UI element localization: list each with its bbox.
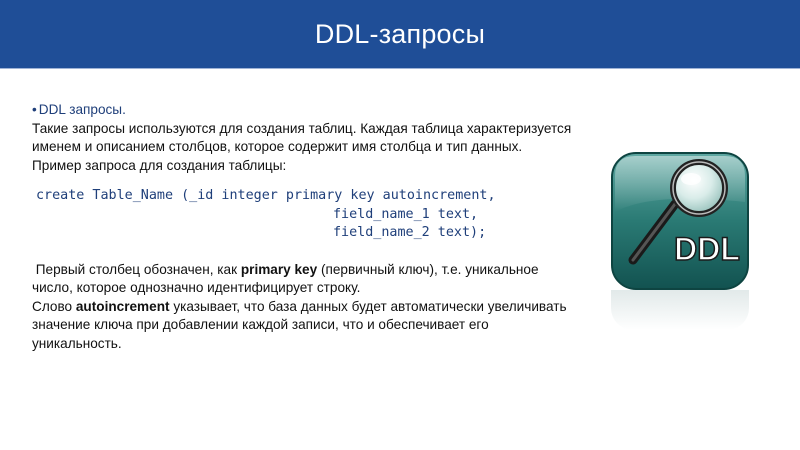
slide-header — [0, 0, 800, 69]
intro-line-1: Такие запросы используются для создания таблиц. Каждая таблица характеризуется — [32, 120, 572, 136]
slide-title: DDL-запросы — [314, 18, 486, 49]
slide-content — [32, 101, 652, 353]
code-line-2: field_name_1 text, — [333, 206, 479, 222]
paragraph-2-line-2: значение ключа при добавлении каждой записи, что и обеспечивает его — [32, 317, 489, 332]
logo-text: DDL — [674, 231, 740, 267]
bullet-text: DDL запросы. — [38, 102, 126, 117]
bullet-icon: • — [32, 102, 37, 117]
paragraph-1-line-2: число, которое однозначно идентифицирует строку. — [32, 280, 361, 295]
intro-line-2: именем и описанием столбцов, которое содержит имя столбца и тип данных. — [32, 139, 523, 154]
code-line-1: create Table_Name (_id integer primary key autoincrement, — [36, 188, 496, 203]
bullet-item — [32, 101, 652, 120]
para1-before: Первый столбец обозначен, как — [32, 261, 241, 277]
para2-before: Слово — [32, 298, 76, 314]
code-block — [36, 187, 652, 243]
paragraph-2-line-3: уникальность. — [32, 335, 122, 351]
code-line-3: field_name_2 text); — [333, 225, 487, 240]
para2-after: указывает, что база данных будет автоматически увеличивать — [169, 298, 567, 314]
intro-line-3: Пример запроса для создания таблицы: — [32, 157, 287, 173]
code-line-3-row — [36, 224, 652, 243]
ddl-logo-icon — [611, 152, 749, 290]
para2-bold: autoincrement — [75, 298, 170, 314]
para1-bold: primary key — [240, 261, 318, 277]
paragraph-2-line-1 — [32, 298, 652, 317]
code-line-2-row — [36, 206, 652, 225]
paragraph-1-line-1 — [32, 261, 652, 280]
para1-after: (первичный ключ), т.е. уникальное — [317, 261, 539, 277]
logo-reflection — [611, 290, 749, 330]
